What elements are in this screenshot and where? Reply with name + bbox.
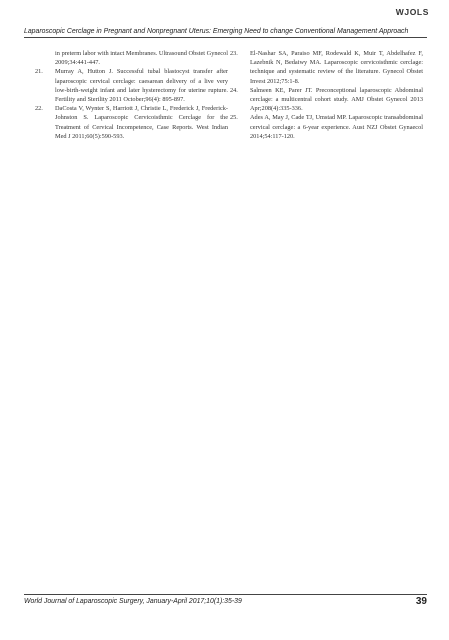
journal-citation: World Journal of Laparoscopic Surgery, January-April 2017;10(1):35-39 [24, 598, 242, 605]
reference-number: 25. [230, 114, 238, 122]
reference-number: 23. [230, 50, 238, 57]
reference-number: 21. [35, 68, 43, 76]
reference-item [230, 49, 423, 86]
reference-text: DaCosta V, Wynter S, Harriott J, Christie L, Frederick J, Frederick-Johnston S. Laparoscopic Cervicoisthmic Cerclage for the Treatment of Cervical Incompetence, Case Reports. West Indian Med J 2011;60(5):590-593. [55, 105, 228, 140]
reference-continuation [35, 49, 228, 67]
running-header-title: Laparoscopic Cerclage in Pregnant and Nonpregnant Uterus: Emerging Need to change Conventional Management Approach [24, 28, 427, 38]
page-footer [24, 594, 427, 612]
reference-text: Murray A, Hutton J. Successful tubal blastocyst transfer after laparoscopic cervical cerclage: caesarean delivery of a live very low-birth-weight infant and later hysterectomy for uterine rupture. Fertility and Sterility 2011 October;96(4): 895-897. [55, 68, 228, 104]
reference-item [230, 86, 423, 114]
references-right-column [230, 49, 423, 141]
reference-text: El-Nashar SA, Paraiso MF, Rodewald K, Muir T, Abdelhafez F, Lazebnik N, Bedaiwy MA. Laparoscopic cervicoisthmic cerclage: technique and systematic review of the literature. Gynecol Obstet Invest 2012;75:1-8. [250, 50, 423, 85]
reference-item [35, 104, 228, 141]
reference-number: 22. [35, 105, 43, 113]
reference-item [35, 67, 228, 104]
journal-logo: WJOLS [395, 7, 429, 17]
page-number: 39 [415, 596, 427, 607]
reference-text: in preterm labor with intact Membranes. Ultrasound Obstet Gynecol 2009;34:441-447. [55, 50, 228, 67]
reference-text: Ades A, May J, Cade TJ, Umstad MP. Laparoscopic transabdominal cervical cerclage: a 6-year experience. Aust NZJ Obstet Gynaecol 2014;54:117-120. [250, 114, 423, 140]
reference-item [230, 113, 423, 141]
references-left-column [35, 49, 228, 141]
reference-text: Salmeen KE, Parer JT. Preconceptional laparoscopic Abdominal cerclage: a multicentral cohort study. AMJ Obstet Gynecol 2013 Apr;208(4):335-336. [250, 86, 423, 113]
reference-number: 24. [230, 86, 238, 94]
